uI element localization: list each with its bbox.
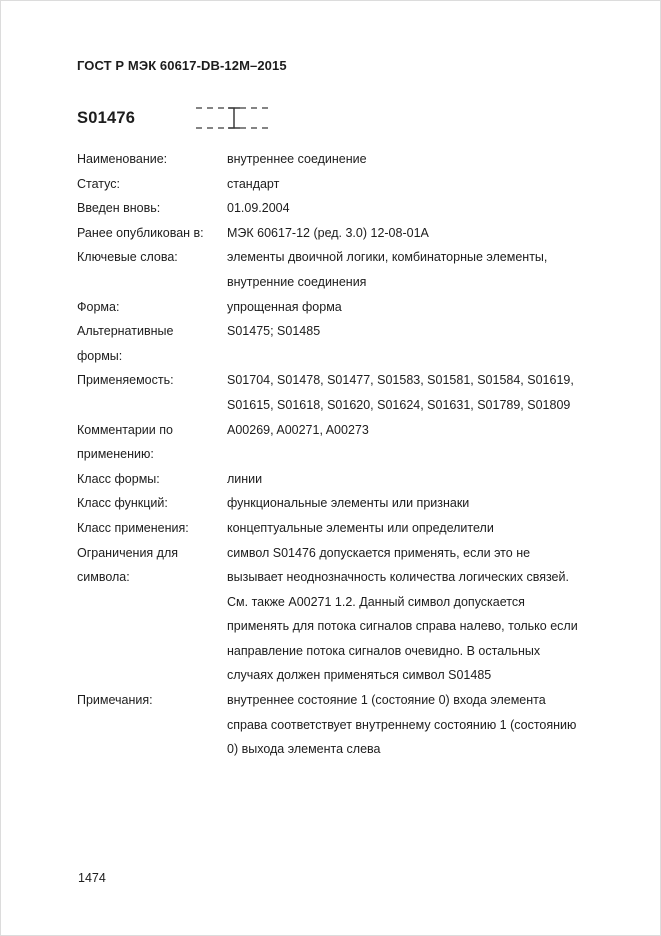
field-label: Введен вновь: (77, 201, 161, 216)
symbol-header-row (77, 102, 582, 134)
internal-connection-symbol-icon (195, 103, 273, 133)
field-row-status (77, 172, 582, 197)
field-row-function-class (77, 491, 582, 516)
field-label: Класс формы: (77, 471, 160, 486)
field-label: Класс применения: (77, 520, 189, 535)
field-label: Применяемость: (77, 373, 174, 388)
field-value: концептуальные элементы или определители (227, 520, 494, 535)
field-value: элементы двоичной логики, комбинаторные элементы, внутренние соединения (227, 250, 548, 289)
document-title: ГОСТ Р МЭК 60617-DB-12M–2015 (77, 58, 287, 73)
field-row-name (77, 147, 582, 172)
field-value: 01.09.2004 (227, 201, 290, 216)
properties-list (77, 147, 582, 762)
field-label: Наименование: (77, 152, 168, 166)
field-row-applicability (77, 368, 582, 417)
page-number: 1474 (78, 871, 106, 885)
field-row-reintroduced (77, 196, 582, 221)
field-label: Альтернативные формы: (77, 324, 174, 363)
field-value: внутреннее состояние 1 (состояние 0) входа элемента справа соответствует внутреннему состоянию 1 (состоянию 0) выхода элемента слева (227, 693, 577, 757)
field-row-symbol-restrictions (77, 541, 582, 689)
field-value: S01475; S01485 (227, 324, 321, 339)
field-label: Класс функций: (77, 496, 168, 511)
field-label: Комментарии по применению: (77, 422, 173, 462)
field-value: внутреннее соединение (227, 152, 367, 166)
field-value: функциональные элементы или признаки (227, 496, 470, 511)
field-row-application-comments (77, 418, 582, 467)
field-label: Ключевые слова: (77, 250, 178, 265)
symbol-id: S01476 (77, 108, 136, 127)
field-label: Форма: (77, 299, 120, 314)
field-label: Статус: (77, 176, 120, 191)
field-row-alternative-forms (77, 319, 582, 368)
field-value: символ S01476 допускается применять, если это не вызывает неоднозначность количества логических связей. См. также A00271 1.2. Данный символ допускается применять для потока сигналов справа налево, только если направление потока сигналов очевидно. В остальных случаях должен применяться символ S01485 (227, 545, 578, 683)
field-value: МЭК 60617-12 (ред. 3.0) 12-08-01A (227, 225, 429, 240)
field-value: S01704, S01478, S01477, S01583, S01581, S01584, S01619, S01615, S01618, S01620, S01624, S01631, S01789, S01809 (227, 373, 574, 412)
field-label: Ограничения для символа: (77, 545, 179, 585)
field-row-form (77, 295, 582, 320)
field-label: Ранее опубликован в: (77, 225, 204, 240)
field-value: A00269, A00271, A00273 (227, 422, 369, 437)
field-row-application-class (77, 516, 582, 541)
field-row-form-class (77, 467, 582, 492)
field-value: упрощенная форма (227, 299, 342, 314)
field-row-previously-published (77, 221, 582, 246)
field-value: стандарт (227, 176, 280, 191)
field-row-notes (77, 688, 582, 762)
field-label: Примечания: (77, 693, 153, 708)
field-value: линии (227, 471, 263, 486)
field-row-keywords (77, 245, 582, 294)
